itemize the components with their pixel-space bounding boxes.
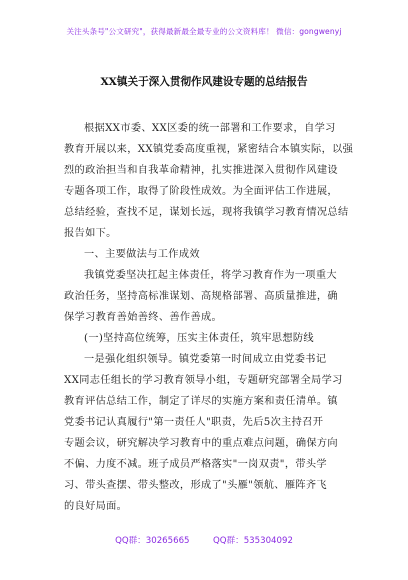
body-line: 保学习教育善始善终、善作善成。 — [64, 312, 223, 323]
section-heading: 一、主要做法与工作成效 — [84, 249, 200, 260]
document-title: XX镇关于深入贯彻作风建设专题的总结报告 — [100, 76, 308, 88]
subsection-heading: (一)坚持高位统筹，压实主体责任，筑牢思想防线 — [84, 333, 314, 344]
body-line: 教育开展以来，XX镇党委高度重视，紧密结合本镇实际，以强 — [64, 144, 354, 155]
promo-banner: 关注头条号"公文研究"，获得最新最全最专业的公文资料库！ 微信：gongwenyj — [66, 27, 342, 36]
document-body — [64, 118, 354, 517]
body-line: 政治任务，坚持高标准谋划、高规格部署、高质量推进，确 — [64, 291, 338, 302]
contact-footer — [0, 534, 408, 546]
body-line: 专题会议，研究解决学习教育中的重点难点问题，确保方向 — [64, 438, 338, 449]
body-line: 一是强化组织领导。镇党委第一时间成立由党委书记 — [84, 354, 327, 365]
body-line: 报告如下。 — [64, 228, 117, 239]
body-line: 党委书记认真履行"第一责任人"职责，先后5次主持召开 — [64, 417, 324, 428]
body-line: 不偏、力度不减。班子成员严格落实"一岗双责"，带头学 — [64, 459, 327, 470]
body-line: 我镇党委坚决扛起主体责任，将学习教育作为一项重大 — [84, 270, 337, 281]
body-line: 总结经验，查找不足，谋划长远，现将我镇学习教育情况总结 — [64, 207, 349, 218]
qq-group-2: QQ群：535304092 — [213, 536, 293, 546]
body-line: 教育评估总结工作，制定了详尽的实施方案和责任清单。镇 — [64, 396, 338, 407]
body-line: 的良好局面。 — [64, 501, 128, 512]
body-line: 习、带头查摆、带头整改，形成了"头雁"领航、雁阵齐飞 — [64, 480, 327, 491]
body-line: 根据XX市委、XX区委的统一部署和工作要求，自学习 — [84, 123, 336, 134]
body-line: XX同志任组长的学习教育领导小组，专题研究部署全局学习 — [64, 375, 343, 386]
body-line: 专题各项工作，取得了阶段性成效。为全面评估工作进展， — [64, 186, 338, 197]
qq-group-1: QQ群：30265665 — [115, 536, 190, 546]
body-line: 烈的政治担当和自我革命精神，扎实推进深入贯彻作风建设 — [64, 165, 338, 176]
